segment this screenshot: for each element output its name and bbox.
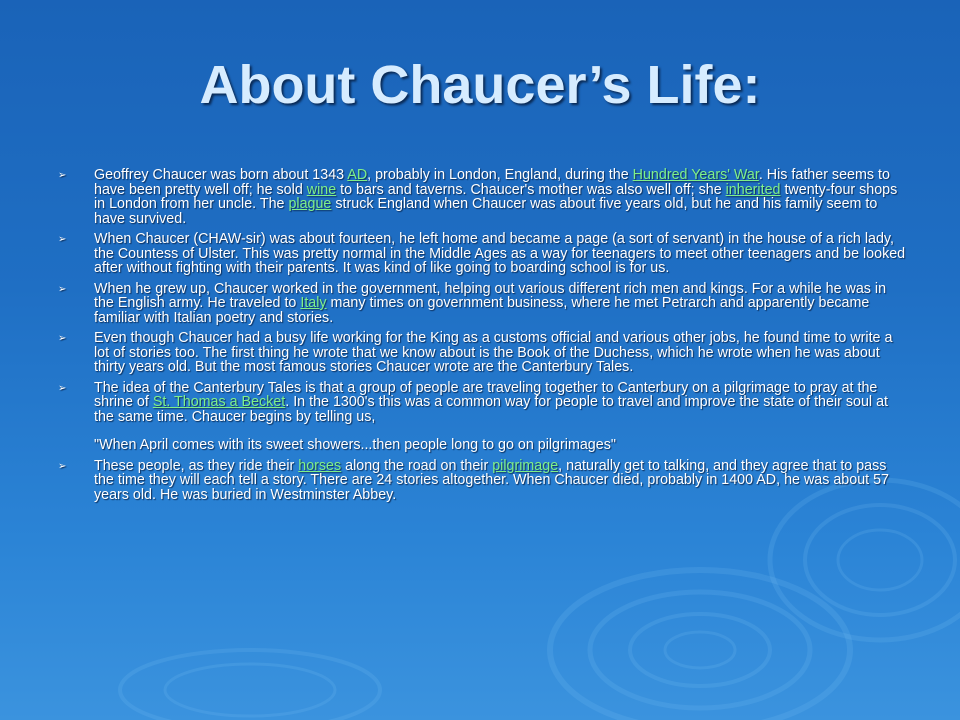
arrow-bullet-icon: ➢ [58, 382, 67, 394]
text-segment: along the road on their [341, 457, 493, 474]
hyperlink[interactable]: Italy [300, 295, 327, 311]
list-item [58, 381, 906, 453]
text-segment: Even though Chaucer had a busy life working for the King as a customs official and various other jobs, he found time to write a lot of stories too. The first thing he wrote that we know about is the Book of the Duchess, which he wrote when he was about thirty years old. But the most famous stories Chaucer wrote are the Canterbury Tales. [94, 330, 893, 375]
bullet-text [94, 459, 906, 503]
bullet-text [94, 331, 906, 375]
arrow-bullet-icon: ➢ [58, 234, 67, 245]
bullet-text [94, 168, 906, 226]
text-segment: Geoffrey Chaucer was born about 1343 [94, 167, 348, 183]
arrow-bullet-icon: ➢ [58, 460, 67, 472]
text-segment: many times on government business, where he met Petrarch and apparently became familiar with Italian poetry and stories. [94, 295, 870, 326]
bullet-list [58, 168, 906, 508]
text-segment: The idea of the Canterbury Tales is that a group of people are traveling together to Canterbury on a pilgrimage to pray at the shrine of [94, 379, 878, 410]
text-segment: . In the 1300's this was a common way for people to travel and improve the state of their soul at the same time. Chaucer begins by telling us, [94, 394, 888, 425]
text-segment: , naturally get to talking, and they agree that to pass the time they will each tell a story. There are 24 stories altogether. When Chaucer died, probably in 1400 AD, he was about 57 years old. He was buried in Westminster Abbey. [94, 457, 889, 503]
hyperlink[interactable]: Hundred Years' War [632, 167, 759, 183]
hyperlink[interactable]: pilgrimage [492, 457, 559, 474]
hyperlink[interactable]: plague [288, 196, 332, 212]
slide-title: About Chaucer’s Life: [199, 55, 761, 115]
text-segment: When Chaucer (CHAW-sir) was about fourteen, he left home and became a page (a sort of servant) in the house of a rich lady, the Countess of Ulster. This was pretty normal in the Middle Ages as a way for teenagers to meet other teenagers and be looked after without fighting with their parents. It was kind of like going to boarding school is for us. [94, 231, 906, 276]
list-item [58, 282, 906, 326]
text-segment: These people, as they ride their [94, 457, 299, 474]
text-segment: , probably in London, England, during the [367, 167, 633, 183]
list-item [58, 168, 906, 226]
text-segment: . His father seems to have been pretty well off; he sold [94, 167, 890, 198]
text-segment: When he grew up, Chaucer worked in the government, helping out various different rich men and kings. For a while he was in the English army. He traveled to [94, 280, 887, 311]
hyperlink[interactable]: St. Thomas a Becket [152, 394, 286, 410]
quote-text: "When April comes with its sweet showers...then people long to go on pilgrimages" [94, 437, 616, 453]
arrow-bullet-icon: ➢ [58, 333, 67, 344]
bullet-text [94, 282, 906, 326]
hyperlink[interactable]: AD [347, 167, 368, 183]
hyperlink[interactable]: wine [306, 181, 337, 198]
bullet-text [94, 381, 906, 453]
text-segment: to bars and taverns. Chaucer's mother was also well off; she [336, 181, 726, 198]
list-item [58, 459, 906, 503]
text-segment: twenty-four shops in London from her uncle. The [94, 181, 898, 212]
bullet-text [94, 232, 906, 276]
hyperlink[interactable]: horses [298, 457, 342, 474]
text-segment: struck England when Chaucer was about five years old, but he and his family seem to have survived. [94, 196, 878, 227]
hyperlink[interactable]: inherited [725, 181, 781, 198]
list-item [58, 232, 906, 276]
arrow-bullet-icon: ➢ [58, 283, 67, 295]
arrow-bullet-icon: ➢ [58, 170, 67, 181]
list-item [58, 331, 906, 375]
